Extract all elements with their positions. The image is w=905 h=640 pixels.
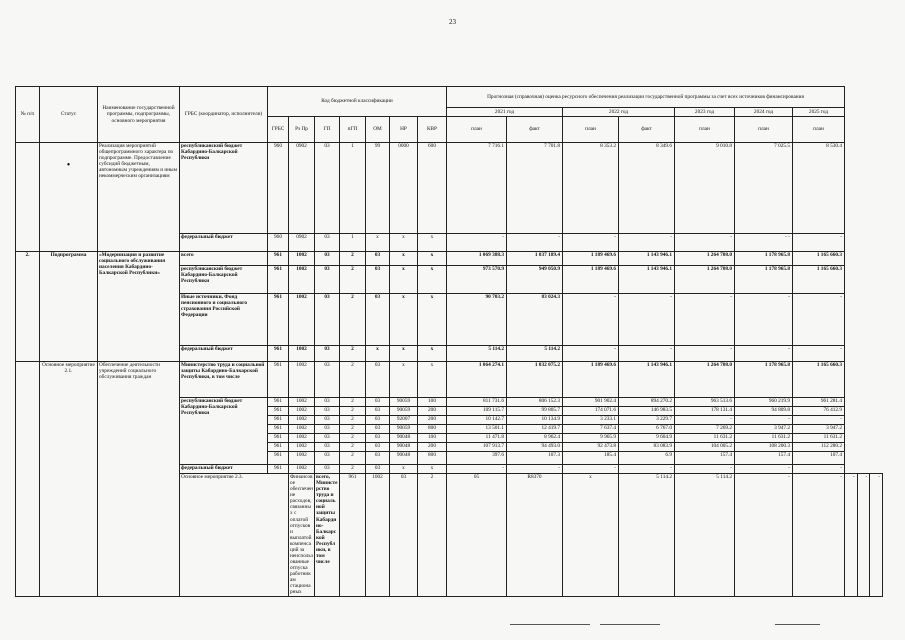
amount-cell: -	[507, 465, 563, 474]
amount-cell: 1 178 965.8	[735, 362, 793, 398]
amount-cell: 83 083.9	[619, 443, 675, 452]
kbk-gp: ГП	[315, 117, 340, 143]
amount-cell: 1 189 469.6	[563, 362, 619, 398]
kbk-cell: 2	[340, 407, 366, 416]
kbk-cell: 2	[340, 452, 366, 465]
cell-source: Министерство труда и социальной защиты Кабардино-Балкарской Республики, в том числе	[180, 362, 268, 398]
kbk-cell: 0000	[390, 143, 418, 234]
kbk-cell: 1002	[289, 252, 315, 266]
amount-cell: -	[793, 465, 845, 474]
kbk-cell: 99	[366, 143, 390, 234]
amount-cell: 94 493.0	[507, 443, 563, 452]
amount-cell: -	[675, 346, 735, 362]
amount-cell: 11 471.8	[447, 434, 507, 443]
amount-cell: 7 269.2	[675, 425, 735, 434]
cell-name: Финансовое обеспечение расходов, связанных с оплатой отпусков и выплатой компенсаций за неиспользованные отпуска работникам стационарных	[290, 474, 314, 596]
amount-cell: 1 032 075.2	[507, 362, 563, 398]
kbk-cell: 800	[418, 425, 447, 434]
kbk-cell: 90048	[390, 434, 418, 443]
amount-cell: -	[735, 474, 793, 597]
year-2021: 2021 год	[447, 108, 563, 117]
sub-plan-2024: план	[735, 117, 793, 143]
amount-cell: 949 050.9	[507, 266, 563, 294]
amount-cell: 157.4	[735, 452, 793, 465]
amount-cell: -	[675, 294, 735, 346]
kbk-cell: x	[390, 266, 418, 294]
amount-cell: 3 947.2	[793, 425, 845, 434]
col-grbs: ГРБС (координатор, исполнители)	[180, 87, 268, 143]
kbk-cell: 961	[268, 346, 289, 362]
amount-cell: 12 419.7	[507, 425, 563, 434]
kbk-grbs: ГРБС	[268, 117, 289, 143]
cell-source: Иные источники, Фонд пенсионного и социального страхования Российской Федерации	[180, 294, 268, 346]
kbk-cell: 200	[418, 443, 447, 452]
amount-cell: -	[793, 346, 845, 362]
kbk-cell: 600	[418, 143, 447, 234]
cell-status: Основное мероприятие 2.1.	[40, 362, 98, 597]
amount-cell: 6.9	[619, 452, 675, 465]
amount-cell: -	[793, 294, 845, 346]
amount-cell: -	[735, 294, 793, 346]
amount-cell: 107.4	[793, 452, 845, 465]
kbk-cell: 03	[366, 452, 390, 465]
kbk-cell: 961	[268, 443, 289, 452]
amount-cell: -	[563, 465, 619, 474]
kbk-cell: x	[390, 234, 418, 252]
cell-num: 2.	[16, 252, 40, 362]
amount-cell: 10 142.7	[447, 416, 507, 425]
kbk-cell: 03	[315, 294, 340, 346]
kbk-cell: 961	[268, 465, 289, 474]
amount-cell: -	[507, 234, 563, 252]
kbk-cell: x	[418, 465, 447, 474]
amount-cell: -	[857, 474, 870, 597]
kbk-cell: 90059	[390, 407, 418, 416]
kbk-cell: 1002	[289, 434, 315, 443]
kbk-cell: 1	[340, 143, 366, 234]
kbk-cell: 961	[268, 425, 289, 434]
amount-cell: 7 701.8	[507, 143, 563, 234]
col-kbk: Код бюджетной классификации	[268, 87, 447, 117]
amount-cell: 108 200.3	[735, 443, 793, 452]
kbk-cell: 1002	[289, 398, 315, 407]
amount-cell: 112 280.2	[793, 443, 845, 452]
kbk-cell: 03	[366, 252, 390, 266]
amount-cell: -	[619, 465, 675, 474]
kbk-cell: 961	[268, 452, 289, 465]
amount-cell: 8 349.6	[619, 143, 675, 234]
kbk-cell: 961	[268, 407, 289, 416]
amount-cell: 7 716.1	[447, 143, 507, 234]
cell-status: Подпрограмма	[40, 252, 98, 362]
amount-cell: 1 037 189.4	[507, 252, 563, 266]
amount-cell: -	[793, 234, 845, 252]
cell-source: федеральный бюджет	[180, 346, 268, 362]
kbk-cell: x	[418, 362, 447, 398]
amount-cell: 10 134.9	[507, 416, 563, 425]
kbk-cell: 03	[366, 398, 390, 407]
amount-cell: 76 412.9	[793, 407, 845, 416]
amount-cell: 8 962.4	[507, 434, 563, 443]
kbk-cell: 961	[268, 398, 289, 407]
kbk-cell: 03	[366, 362, 390, 398]
amount-cell: 5 114.2	[447, 346, 507, 362]
cell-name: Реализация мероприятий общепрограммного характера по подпрограмме. Предоставление субсидий бюджетным, автономным учреждениям и иным некоммерческим организациям	[98, 143, 180, 252]
amount-cell: 1 165 660.3	[793, 362, 845, 398]
amount-cell: 99 805.7	[507, 407, 563, 416]
amount-cell: 6 767.0	[619, 425, 675, 434]
kbk-cell: 03	[315, 465, 340, 474]
kbk-cell: 961	[268, 434, 289, 443]
amount-cell: - -	[735, 234, 793, 252]
amount-cell: 3 233.1	[563, 416, 619, 425]
amount-cell: 13 501.1	[447, 425, 507, 434]
amount-cell: 11 631.2	[735, 434, 793, 443]
kbk-cell: 2	[340, 443, 366, 452]
year-2023: 2023 год	[675, 108, 735, 117]
sub-fact-2022: факт	[619, 117, 675, 143]
kbk-cell: 2	[418, 474, 447, 597]
kbk-cell: 03	[366, 294, 390, 346]
amount-cell: -	[845, 474, 858, 597]
kbk-cell: 03	[366, 425, 390, 434]
amount-cell: 1 189 469.6	[563, 266, 619, 294]
amount-cell: 961 281.4	[793, 398, 845, 407]
amount-cell: 9 010.8	[675, 143, 735, 234]
amount-cell: -	[447, 234, 507, 252]
kbk-cell: 92007	[390, 416, 418, 425]
amount-cell: -	[675, 416, 735, 425]
kbk-cell: 2	[340, 362, 366, 398]
footer-line	[775, 624, 820, 625]
kbk-cell: 200	[418, 416, 447, 425]
amount-cell: 811 731.6	[447, 398, 507, 407]
cell-source: всего, Министерство труда и социальной защиты Кабардино-Балкарской Республики, в том числе	[315, 474, 340, 597]
cell-source: республиканский бюджет Кабардино-Балкарской Республики	[180, 398, 268, 465]
kbk-cell: 961	[340, 474, 366, 597]
kbk-cell: 03	[315, 398, 340, 407]
cell-num	[16, 362, 40, 597]
amount-cell: -	[447, 465, 507, 474]
amount-cell: -	[563, 346, 619, 362]
cell-source: федеральный бюджет	[180, 234, 268, 252]
amount-cell: 1 264 708.0	[675, 362, 735, 398]
kbk-cell: 2	[340, 266, 366, 294]
kbk-cell: x	[418, 294, 447, 346]
amount-cell: 185.4	[563, 452, 619, 465]
kbk-cell: R8370	[507, 474, 563, 597]
kbk-cell: 03	[315, 252, 340, 266]
kbk-cell: 1002	[289, 346, 315, 362]
cell-source: всего	[180, 252, 268, 266]
kbk-cell: x	[418, 234, 447, 252]
table-row	[16, 143, 883, 234]
kbk-cell: 1002	[289, 294, 315, 346]
col-num: № п/п	[16, 87, 40, 143]
cell-source: федеральный бюджет	[180, 465, 268, 474]
amount-cell: -	[735, 346, 793, 362]
amount-cell: 397.6	[447, 452, 507, 465]
kbk-cell: 100	[418, 434, 447, 443]
amount-cell: 178 131.4	[675, 407, 735, 416]
amount-cell: 894 270.2	[619, 398, 675, 407]
amount-cell: 1 165 660.3	[793, 252, 845, 266]
kbk-cell: 90048	[390, 452, 418, 465]
kbk-cell: 200	[418, 407, 447, 416]
kbk-cell: 03	[366, 416, 390, 425]
footer-line	[600, 624, 660, 625]
kbk-cell: 961	[268, 416, 289, 425]
amount-cell: -	[619, 294, 675, 346]
amount-cell: 107.3	[507, 452, 563, 465]
table-row	[16, 362, 883, 398]
kbk-cell: x	[418, 252, 447, 266]
kbk-cell: 961	[268, 252, 289, 266]
kbk-cell: 960	[268, 143, 289, 234]
kbk-cell: 90048	[390, 443, 418, 452]
kbk-cell: x	[390, 294, 418, 346]
cell-name: «Модернизация и развитие социального обслуживания населения Кабардино-Балкарской Республики»	[98, 252, 180, 362]
kbk-cell: 960	[268, 234, 289, 252]
kbk-cell: 03	[366, 434, 390, 443]
amount-cell: -	[735, 416, 793, 425]
amount-cell: 1 165 660.3	[793, 266, 845, 294]
kbk-cell: 1002	[289, 362, 315, 398]
amount-cell: 7 025.5	[735, 143, 793, 234]
amount-cell: 174 071.6	[563, 407, 619, 416]
kbk-cell: 90059	[390, 425, 418, 434]
kbk-cell: 961	[268, 266, 289, 294]
kbk-cell: 0902	[289, 143, 315, 234]
kbk-cell: 03	[315, 443, 340, 452]
kbk-cell: x	[418, 266, 447, 294]
kbk-cell: x	[390, 346, 418, 362]
kbk-cell: 0902	[289, 234, 315, 252]
amount-cell: 92 473.8	[563, 443, 619, 452]
cell-status: Основное мероприятие 2.3.	[180, 474, 289, 597]
amount-cell: -	[675, 234, 735, 252]
sub-plan-2025: план	[793, 117, 845, 143]
kbk-cell: x	[390, 465, 418, 474]
kbk-cell: 2	[340, 252, 366, 266]
sub-plan-2021: план	[447, 117, 507, 143]
kbk-cell: 2	[340, 434, 366, 443]
kbk-cell: 1002	[289, 266, 315, 294]
kbk-cell: 1002	[289, 465, 315, 474]
kbk-cell: 1002	[289, 443, 315, 452]
kbk-cell: 1002	[289, 452, 315, 465]
resource-table	[15, 86, 883, 597]
amount-cell: -	[563, 294, 619, 346]
kbk-cell: 800	[418, 452, 447, 465]
kbk-cell: 1002	[289, 425, 315, 434]
kbk-cell: x	[366, 234, 390, 252]
amount-cell: 146 983.5	[619, 407, 675, 416]
kbk-cell: 03	[366, 266, 390, 294]
sub-fact-2021: факт	[507, 117, 563, 143]
amount-cell: -	[793, 416, 845, 425]
amount-cell: 5 114.2	[675, 474, 735, 597]
amount-cell: 901 902.4	[563, 398, 619, 407]
footer-line	[510, 624, 590, 625]
kbk-cell: 05	[447, 474, 507, 597]
amount-cell: 5 114.2	[619, 474, 675, 597]
amount-cell: 5 114.2	[507, 346, 563, 362]
col-status: Статус	[40, 87, 98, 143]
kbk-cell: 03	[366, 465, 390, 474]
kbk-cell: x	[366, 346, 390, 362]
kbk-pgp: пГП	[340, 117, 366, 143]
amount-cell: 960 219.9	[735, 398, 793, 407]
kbk-cell: 90059	[390, 398, 418, 407]
amount-cell: 9 604.9	[619, 434, 675, 443]
amount-cell: 157.4	[675, 452, 735, 465]
amount-cell: 94 809.8	[735, 407, 793, 416]
amount-cell: 11 631.2	[675, 434, 735, 443]
kbk-cell: 03	[315, 407, 340, 416]
kbk-cell: 03	[315, 143, 340, 234]
kbk-cell: 03	[315, 425, 340, 434]
kbk-cell: 961	[268, 294, 289, 346]
kbk-cell: 1002	[366, 474, 390, 597]
amount-cell: 83 024.3	[507, 294, 563, 346]
sub-plan-2023: план	[675, 117, 735, 143]
amount-cell: 806 152.3	[507, 398, 563, 407]
year-2024: 2024 год	[735, 108, 793, 117]
amount-cell: -	[870, 474, 883, 597]
kbk-cell: 03	[315, 234, 340, 252]
amount-cell: 8 530.4	[793, 143, 845, 234]
year-2022: 2022 год	[563, 108, 675, 117]
kbk-cell: 03	[315, 452, 340, 465]
kbk-cell: x	[563, 474, 619, 597]
kbk-cell: 03	[315, 346, 340, 362]
amount-cell: -	[619, 346, 675, 362]
kbk-rzpr: Рз Пр	[289, 117, 315, 143]
kbk-cell: 03	[315, 362, 340, 398]
kbk-cell: 2	[340, 398, 366, 407]
kbk-cell: x	[390, 362, 418, 398]
amount-cell: -	[563, 234, 619, 252]
kbk-cell: 03	[315, 416, 340, 425]
amount-cell: -	[619, 234, 675, 252]
kbk-cell: 2	[340, 465, 366, 474]
year-2025: 2025 год	[793, 108, 845, 117]
amount-cell: 107 913.7	[447, 443, 507, 452]
amount-cell: 963 513.6	[675, 398, 735, 407]
kbk-cell: 03	[390, 474, 418, 597]
cell-num	[16, 143, 40, 252]
amount-cell: 104 005.2	[675, 443, 735, 452]
kbk-cell: 2	[340, 425, 366, 434]
amount-cell: 1 143 946.1	[619, 266, 675, 294]
kbk-kvr: КВР	[418, 117, 447, 143]
amount-cell: -	[735, 465, 793, 474]
amount-cell: 7 637.4	[563, 425, 619, 434]
kbk-cell: 2	[340, 416, 366, 425]
kbk-cell: x	[390, 252, 418, 266]
amount-cell: 3 229.7	[619, 416, 675, 425]
kbk-cell: x	[418, 346, 447, 362]
kbk-cell: 1002	[289, 416, 315, 425]
amount-cell: 3 947.2	[735, 425, 793, 434]
amount-cell: 1 264 708.0	[675, 252, 735, 266]
col-estimate: Прогнозная (справочная) оценка ресурсного обеспечения реализации государственной программы за счет всех источников финансирования	[447, 87, 845, 108]
amount-cell: 9 965.9	[563, 434, 619, 443]
page-number: 23	[449, 18, 456, 26]
kbk-cell: 961	[268, 362, 289, 398]
cell-source: республиканский бюджет Кабардино-Балкарской Республики	[180, 143, 268, 234]
kbk-cell: 2	[340, 346, 366, 362]
amount-cell: 1 178 965.8	[735, 252, 793, 266]
amount-cell: 1 178 965.8	[735, 266, 793, 294]
kbk-cell: 03	[366, 443, 390, 452]
cell-status	[40, 143, 98, 252]
amount-cell: 90 703.2	[447, 294, 507, 346]
kbk-cell: 1	[340, 234, 366, 252]
kbk-cell: 03	[366, 407, 390, 416]
amount-cell: -	[675, 465, 735, 474]
kbk-cell: 03	[315, 266, 340, 294]
amount-cell: 1 189 469.6	[563, 252, 619, 266]
kbk-cell: 100	[418, 398, 447, 407]
kbk-om: ОМ	[366, 117, 390, 143]
amount-cell: 1 064 274.1	[447, 362, 507, 398]
amount-cell: 1 143 946.1	[619, 362, 675, 398]
amount-cell: 1 069 388.3	[447, 252, 507, 266]
col-name: Наименование государственной программы, подпрограммы, основного мероприятия	[98, 87, 180, 143]
kbk-cell: 1002	[289, 407, 315, 416]
amount-cell: 11 631.2	[793, 434, 845, 443]
amount-cell: 8 353.2	[563, 143, 619, 234]
amount-cell: 973 570.9	[447, 266, 507, 294]
kbk-cell: 2	[340, 294, 366, 346]
amount-cell: 109 115.7	[447, 407, 507, 416]
kbk-nr: НР	[390, 117, 418, 143]
cell-source: республиканский бюджет Кабардино-Балкарской Республики	[180, 266, 268, 294]
amount-cell: 1 264 708.0	[675, 266, 735, 294]
table-row	[16, 252, 883, 266]
bullet-mark: •	[66, 160, 71, 171]
sub-plan-2022: план	[563, 117, 619, 143]
amount-cell: 1 143 946.1	[619, 252, 675, 266]
amount-cell: -	[793, 474, 845, 597]
cell-name: Обеспечение деятельности учреждений социального обслуживания граждан	[98, 362, 180, 597]
kbk-cell: 03	[315, 434, 340, 443]
